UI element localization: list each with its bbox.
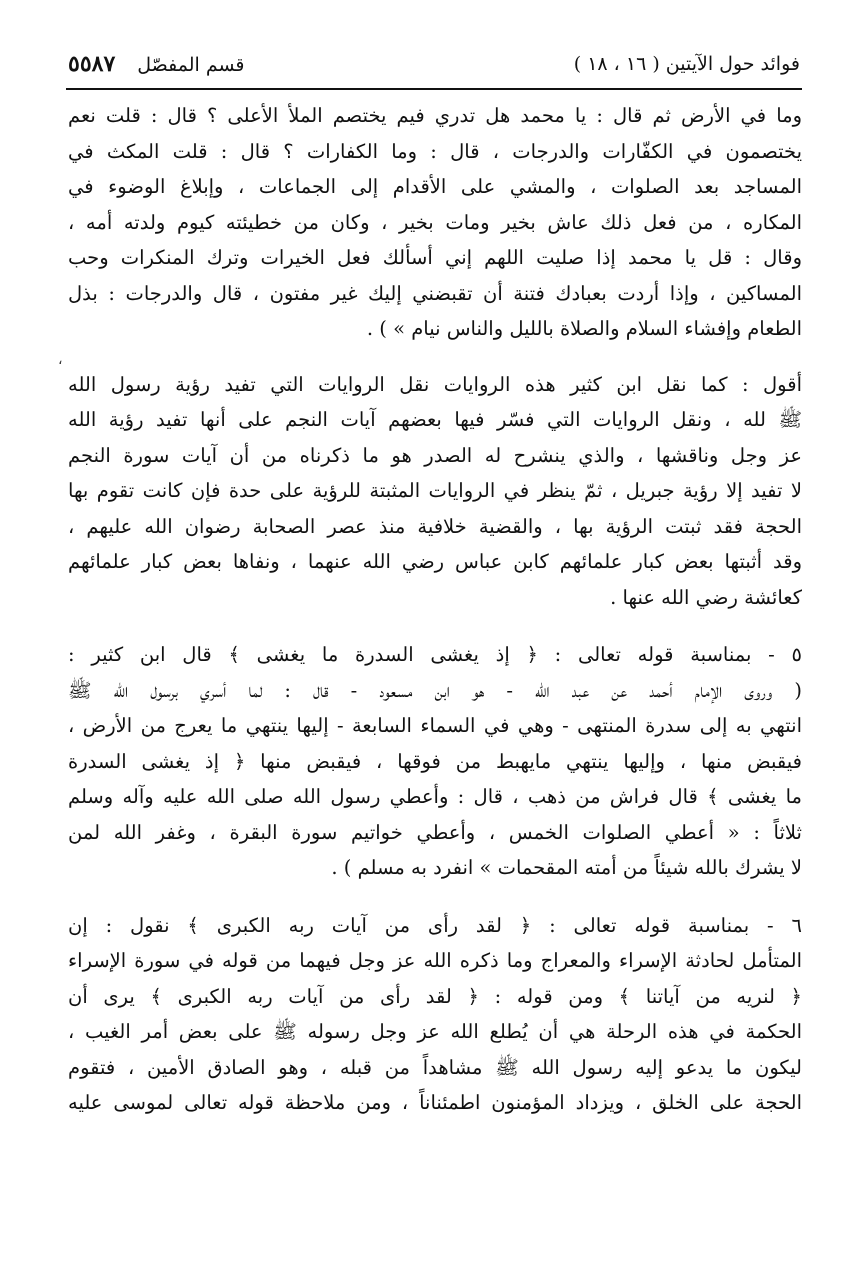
page-header [68, 44, 800, 84]
header-title: فوائد حول الآيتين ( ١٦ ، ١٨ ) [573, 53, 800, 75]
header-rule [66, 88, 802, 90]
text-line: الحجة فقد ثبتت الرؤية بها ، والقضية خلافية منذ عصر الصحابة رضوان الله عليهم ، [68, 514, 802, 538]
paragraph-1 [68, 98, 802, 347]
text-line: ليكون ما يدعو إليه رسول الله ﷺ مشاهداً من قبله ، وهو الصادق الأمين ، فتقوم [68, 1055, 802, 1079]
text-line: ﴿ لنريه من آياتنا ﴾ ومن قوله : ﴿ لقد رأى من آيات ربه الكبرى ﴾ يرى أن [68, 984, 802, 1008]
text-line: المتأمل لحادثة الإسراء والمعراج وما ذكره الله عز وجل فيهما من قوله في سورة الإسراء [68, 949, 802, 972]
text-line: ٦ - بمناسبة قوله تعالى : ﴿ لقد رأى من آيات ربه الكبرى ﴾ نقول : إن [68, 913, 802, 937]
text-line: ﷺ لله ، ونقل الروايات التي فسّر فيها بعضهم آيات النجم على أنها تفيد رؤية الله [68, 408, 802, 431]
text-line: الحكمة في هذه الرحلة هي أن يُطلع الله عز وجل رسوله ﷺ على بعض أمر الغيب ، [68, 1020, 802, 1043]
text-line: أقول : كما نقل ابن كثير هذه الروايات نقل الروايات التي تفيد رؤية رسول الله [68, 372, 802, 396]
text-line: المكاره ، من فعل ذلك عاش بخير ومات بخير ، وكان من خطيئته كيوم ولدته أمه ، [68, 210, 802, 234]
text-line: انتهي به إلى سدرة المنتهى - وهي في السماء السابعة - إليها ينتهي ما يعرج من الأرض ، [68, 714, 802, 737]
text-line: المساكين ، وإذا أردت بعبادك فتنة أن تقبضني إليك غير مفتون ، قال والدرجات : بذل [68, 281, 802, 305]
text-line: وقد أثبتها بعض كبار علمائهم كابن عباس رضي الله عنهما ، ونفاها بعض كبار علمائهم [68, 550, 802, 573]
text-line: ثلاثاً : « أعطي الصلوات الخمس ، وأعطي خواتيم سورة البقرة ، وغفر الله لمن [68, 820, 802, 844]
text-line: ( وروى الإمام أحمد عن عبد الله - هو ابن مسعود - قال : لما أسري برسول الله ﷺ [68, 678, 802, 702]
text-line: لا يشرك بالله شيئاً من أمته المقحمات » انفرد به مسلم ) . [331, 856, 802, 879]
text-line: وما في الأرض ثم قال : يا محمد هل تدري فيم يختصم الملأ الأعلى ؟ قال : قلت نعم [68, 104, 802, 127]
header-section: قسم المفصّل [137, 54, 245, 76]
text-line: عز وجل وناقشها ، والذي ينشرح له الصدر هو ما ذكرناه من أن آيات سورة النجم [68, 443, 802, 467]
header-left [68, 51, 245, 77]
margin-mark: ، [58, 352, 63, 368]
text-line: ٥ - بمناسبة قوله تعالى : ﴿ إذ يغشى السدرة ما يغشى ﴾ قال ابن كثير : [68, 643, 802, 666]
text-line: فيقبض منها ، وإليها ينتهي مايهبط من فوقها ، فيقبض منها ﴿ إذ يغشى السدرة [68, 749, 802, 773]
paragraph-3 [68, 637, 802, 886]
text-line: الطعام وإفشاء السلام والصلاة بالليل والناس نيام » ) . [366, 317, 802, 340]
paragraph-2 [68, 367, 802, 616]
page-body [68, 98, 802, 1121]
text-line: الحجة على الخلق ، ويزداد المؤمنون اطمئناناً ، ومن ملاحظة قوله تعالى لموسى عليه [68, 1091, 802, 1114]
text-line: وقال : قل يا محمد إذا صليت اللهم إني أسألك فعل الخيرات وترك المنكرات وحب [68, 246, 802, 269]
text-line: لا تفيد إلا رؤية جبريل ، ثمّ ينظر في الروايات المثبتة للرؤية على حدة فإن كانت تقوم بها [68, 479, 802, 502]
text-line: كعائشة رضي الله عنها . [610, 585, 802, 609]
page-number: ٥٥٨٧ [68, 51, 116, 77]
text-line: المساجد بعد الصلوات ، والمشي على الأقدام إلى الجماعات ، وإبلاغ الوضوء في [68, 175, 802, 198]
text-line: ما يغشى ﴾ قال فراش من ذهب ، قال : وأعطي رسول الله صلى الله عليه وآله وسلم [68, 785, 802, 808]
text-line: يختصمون في الكفّارات والدرجات ، قال : وما الكفارات ؟ قال : قلت المكث في [68, 139, 802, 163]
paragraph-4 [68, 908, 802, 1121]
